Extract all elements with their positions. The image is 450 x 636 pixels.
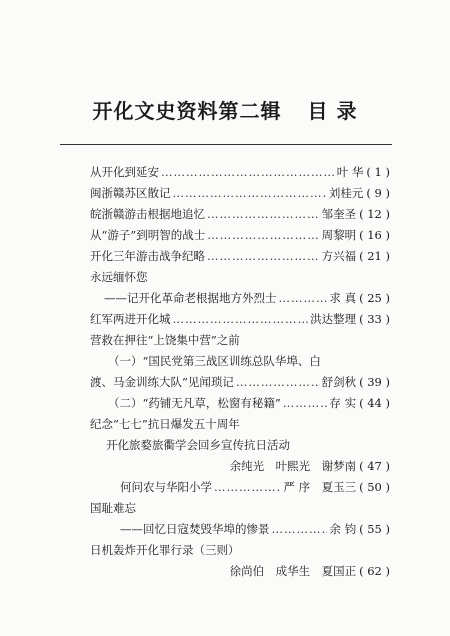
toc-entry-author: 舒剑秋 [321,375,357,389]
toc-entry[interactable] [90,372,390,393]
dot-leader [272,519,328,540]
toc-entry-page: ( 33 ) [359,312,390,326]
toc-entry[interactable] [90,561,390,582]
toc-entry[interactable] [90,225,390,246]
toc-section-heading: 开化旅婺旅衢学会回乡宣传抗日活动 [106,438,290,452]
toc-entry-page: ( 9 ) [366,186,390,200]
toc-entry-title: 开化三年游击战争纪略 [90,249,205,263]
dot-leader [207,204,320,225]
toc-section-heading: 纪念“七七”抗日爆发五十周年 [90,417,240,431]
dot-leader [236,372,320,393]
dot-leader [279,288,328,309]
book-title: 开化文史资料第二辑 [92,99,282,123]
toc-entry-page: ( 25 ) [359,291,390,305]
toc-entry-title: 从“游子”到明智的战士 [90,228,206,242]
toc-entry-author: 余 钧 [329,522,357,536]
toc-entry[interactable] [90,204,390,225]
toc-section-heading: 日机轰炸开化罪行录（三则） [90,543,240,557]
toc-entry-page: ( 50 ) [359,480,390,494]
toc-entry-author: 求 真 [329,291,357,305]
toc-entry-author: 徐尚伯 成华生 夏国正 [229,564,357,578]
toc-entry[interactable] [90,456,390,477]
toc-entry-author: 存 实 [329,396,357,410]
toc-entry-author: 叶 华 [336,165,364,179]
toc-entry-author: 洪达整理 [310,312,357,326]
dot-leader [173,183,327,204]
dot-leader [173,309,309,330]
toc-entry-page: ( 47 ) [359,459,390,473]
toc-entry-page: ( 55 ) [359,522,390,536]
toc-entry-title: 何问农与华阳小学 [120,480,212,494]
toc-entry-page: ( 16 ) [359,228,390,242]
toc-entry-author: 方兴福 [321,249,357,263]
table-of-contents [90,162,390,582]
toc-entry-author: 严 序 夏玉三 [283,480,357,494]
toc-entry[interactable] [90,246,390,267]
toc-entry-author: 周黎明 [321,228,357,242]
toc-entry-title: （二）“药铺无凡草，松窗有秘籍” [108,396,281,410]
dot-leader [214,477,281,498]
contents-heading: 目 录 [307,99,358,123]
toc-entry-title: 从开化到延安 [90,165,159,179]
toc-entry-page: ( 1 ) [366,165,390,179]
dot-leader [207,246,320,267]
toc-entry[interactable] [90,162,390,183]
toc-entry[interactable] [90,309,390,330]
toc-entry-page: ( 21 ) [359,249,390,263]
toc-entry-title: 皖浙赣游击根据地追忆 [90,207,205,221]
toc-section-heading: 永远缅怀您 [90,270,148,284]
toc-entry-title: 渡、马金训练大队”见闻琐记 [90,375,234,389]
toc-entry-page: ( 44 ) [359,396,390,410]
toc-entry-page: ( 62 ) [359,564,390,578]
toc-entry-title: 红军两进开化城 [90,312,171,326]
page-title [0,95,450,124]
dot-leader [207,225,319,246]
toc-entry-author: 邹奎圣 [321,207,357,221]
toc-entry[interactable] [90,393,390,414]
toc-entry[interactable] [90,477,390,498]
toc-section-heading: 营救在押往“上饶集中营”之前 [90,333,240,347]
toc-entry[interactable] [90,183,390,204]
toc-section-heading: （一）“国民党第三战区训练总队华埠、白 [108,354,321,368]
toc-section-heading: 国耻难忘 [90,501,136,515]
dot-leader [161,162,335,183]
toc-entry-title: ——记开化革命老根据地方外烈士 [104,291,277,305]
toc-entry-page: ( 39 ) [359,375,390,389]
toc-entry[interactable] [90,519,390,540]
toc-entry-author: 刘桂元 [328,186,364,200]
dot-leader [283,393,328,414]
toc-entry-title: ——回忆日寇焚毁华埠的惨景 [120,522,270,536]
toc-entry-title: 闽浙赣苏区散记 [90,186,171,200]
title-divider [60,144,392,145]
toc-entry[interactable] [90,288,390,309]
toc-entry-author: 余纯光 叶熙光 谢梦南 [229,459,357,473]
toc-entry-page: ( 12 ) [359,207,390,221]
